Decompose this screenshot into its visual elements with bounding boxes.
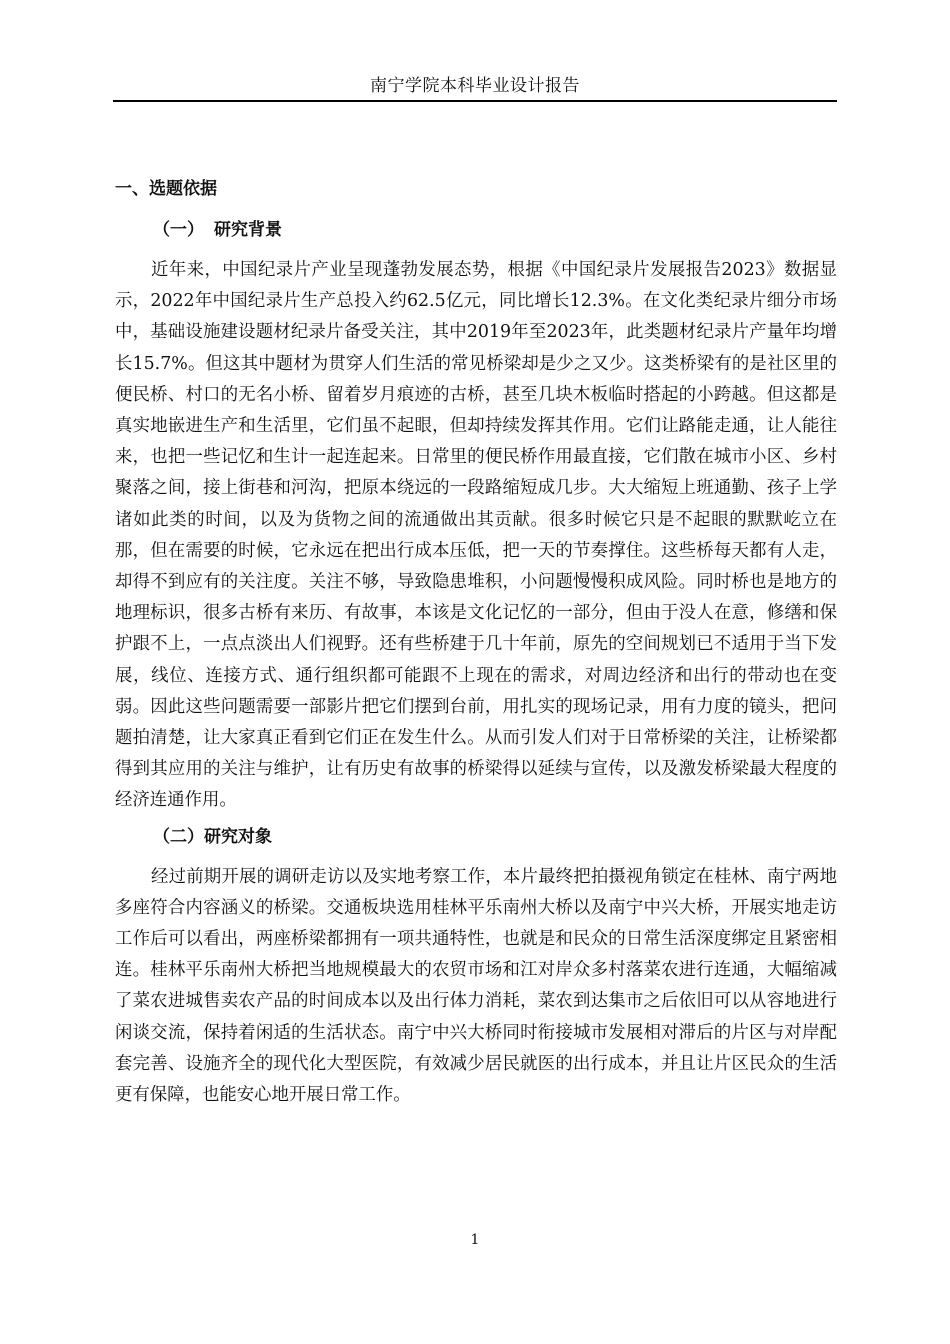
background-paragraph: 近年来，中国纪录片产业呈现蓬勃发展态势，根据《中国纪录片发展报告2023》数据显示，2022年中国纪录片生产总投入约62.5亿元，同比增长12.3%。在文化类纪录片细分市场中，基础设施建设题材纪录片备受关注，其中2019年至2023年，此类题材纪录片产量年均增长15.7%。但这其中题材为贯穿人们生活的常见桥梁却是少之又少。这类桥梁有的是社区里的便民桥、村口的无名小桥、留着岁月痕迹的古桥，甚至几块木板临时搭起的小跨越。但这都是真实地嵌进生产和生活里，它们虽不起眼，但却持续发挥其作用。它们让路能走通，让人能往来，也把一些记忆和生计一起连起来。日常里的便民桥作用最直接，它们散在城市小区、乡村聚落之间，接上街巷和河沟，把原本绕远的一段路缩短成几步。大大缩短上班通勤、孩子上学诸如此类的时间，以及为货物之间的流通做出其贡献。很多时候它只是不起眼的默默屹立在那，但在需要的时候，它永远在把出行成本压低，把一天的节奏撑住。这些桥每天都有人走，却得不到应有的关注度。关注不够，导致隐患堆积，小问题慢慢积成风险。同时桥也是地方的地理标识，很多古桥有来历、有故事，本该是文化记忆的一部分，但由于没人在意，修缮和保护跟不上，一点点淡出人们视野。还有些桥建于几十年前，原先的空间规划已不适用于当下发展，线位、连接方式、通行组织都可能跟不上现在的需求，对周边经济和出行的带动也在变弱。因此这些问题需要一部影片把它们摆到台前，用扎实的现场记录，用有力度的镜头，把问题拍清楚，让大家真正看到它们正在发生什么。从而引发人们对于日常桥梁的关注，让桥梁都得到其应用的关注与维护，让有历史有故事的桥梁得以延续与宣传，以及激发桥梁最大程度的经济连通作用。 [115, 260, 837, 811]
subsection-heading-background [115, 217, 837, 243]
page-number: 1 [470, 1232, 480, 1248]
header-rule [113, 100, 837, 102]
object-paragraph: 经过前期开展的调研走访以及实地考察工作，本片最终把拍摄视角锁定在桂林、南宁两地多座符合内容涵义的桥梁。交通板块选用桂林平乐南州大桥以及南宁中兴大桥，开展实地走访工作后可以看出，两座桥梁都拥有一项共通特性，也就是和民众的日常生活深度绑定且紧密相连。桂林平乐南州大桥把当地规模最大的农贸市场和江对岸众多村落菜农进行连通，大幅缩减了菜农进城售卖农产品的时间成本以及出行体力消耗，菜农到达集市之后依旧可以从容地进行闲谈交流，保持着闲适的生活状态。南宁中兴大桥同时衔接城市发展相对滞后的片区与对岸配套完善、设施齐全的现代化大型医院，有效减少居民就医的出行成本，并且让片区民众的生活更有保障，也能安心地开展日常工作。 [115, 866, 837, 1106]
subsection-heading-object: （二）研究对象 [153, 826, 272, 847]
running-header: 南宁学院本科毕业设计报告 [370, 76, 580, 96]
section-heading: 一、选题依据 [115, 179, 217, 199]
subsection-number: （一） [153, 220, 204, 240]
subsection-title: 研究背景 [214, 220, 282, 240]
page-body [115, 176, 837, 1118]
